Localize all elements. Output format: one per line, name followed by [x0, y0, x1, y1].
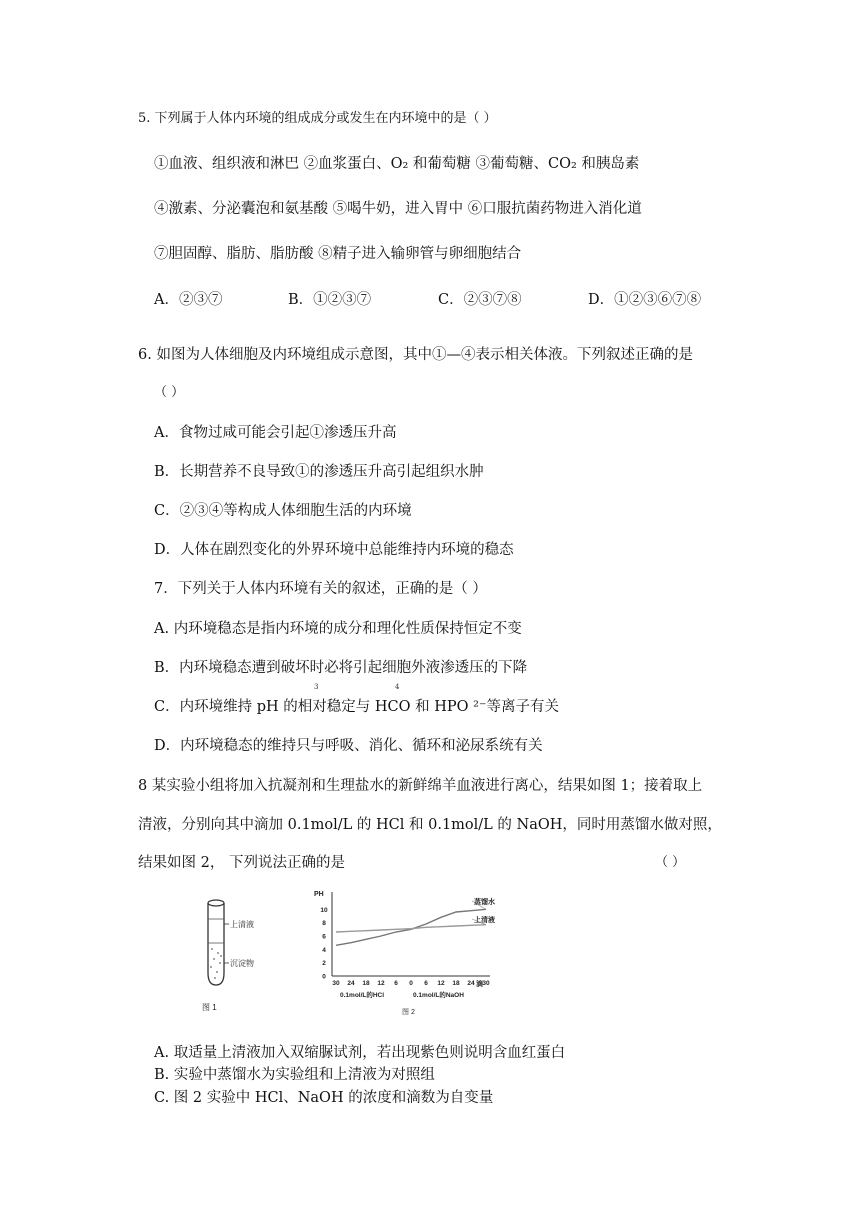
q7-option-c: C．内环境维持 pH 的相对稳定与 HCO 和 HPO ²⁻等离子有关 — [154, 699, 560, 715]
q6-option-b: B．长期营养不良导致①的渗透压升高引起组织水肿 — [154, 464, 484, 480]
q6-paren: （ ） — [154, 385, 185, 400]
q8-option-b: B. 实验中蒸馏水为实验组和上清液为对照组 — [154, 1067, 435, 1083]
q7-option-b: B．内环境稳态遭到破坏时必将引起细胞外液渗透压的下降 — [154, 660, 528, 676]
q8-option-c: C. 图 2 实验中 HCl、NaOH 的浓度和滴数为自变量 — [154, 1090, 494, 1106]
fig1-caption: 图 1 — [202, 1003, 217, 1012]
q8-paren: （ ） — [655, 855, 686, 870]
chart-x-tick-label: 30 — [482, 980, 490, 987]
series-line-supernatant — [336, 925, 486, 932]
chart-y-axis-title: PH — [314, 891, 324, 898]
q5-row1: ①血液、组织液和淋巴 ②血浆蛋白、O₂ 和葡萄糖 ③葡萄糖、CO₂ 和胰岛素 — [154, 156, 640, 172]
q7-option-a: A. 内环境稳态是指内环境的成分和理化性质保持恒定不变 — [154, 621, 522, 637]
chart-x-tick-label: 24 — [467, 980, 475, 987]
chart-y-tick-label: 10 — [320, 906, 328, 914]
chart-y-tick-label: 8 — [322, 920, 326, 928]
q6-option-c: C．②③④等构成人体细胞生活的内环境 — [154, 503, 412, 519]
chart-x-tick-label: 6 — [424, 980, 428, 987]
q6-stem: 6. 如图为人体细胞及内环境组成示意图，其中①—④表示相关体液。下列叙述正确的是 — [138, 347, 693, 363]
legend-supernatant: 上清液 — [474, 917, 495, 924]
q8-stem-line2: 清液，分别向其中滴加 0.1mol/L 的 HCl 和 0.1mol/L 的 NaOH，同时用蒸馏水做对照， — [138, 817, 722, 833]
chart-x-label-hcl: 0.1mol/L的HCl — [340, 992, 385, 999]
chart-x-label-naoh: 0.1mol/L的NaOH — [413, 992, 464, 999]
chart-y-tick-label: 0 — [322, 973, 326, 981]
chart-y-tick-label: 2 — [322, 960, 326, 968]
fig1-label-supernatant: 上清液 — [230, 920, 254, 929]
figure-1-test-tube — [196, 893, 276, 1018]
legend-distilled-water: 蒸馏水 — [474, 899, 495, 906]
chart-y-tick-label: 4 — [322, 946, 326, 954]
q8-stem-line1: 8 某实验小组将加入抗凝剂和生理盐水的新鲜绵羊血液进行离心，结果如图 1；接着取上 — [138, 778, 703, 794]
figure-2-ph-chart — [306, 884, 530, 1018]
q5-option-b: B．①②③⑦ — [288, 292, 372, 308]
q8-option-a: A. 取适量上清液加入双缩脲试剂，若出现紫色则说明含血红蛋白 — [154, 1045, 566, 1061]
q7-c-sub-3: 3 — [314, 683, 319, 691]
chart-x-tick-label: 30 — [332, 980, 340, 987]
q5-option-a: A．②③⑦ — [154, 292, 223, 308]
fig2-caption: 图 2 — [402, 1009, 415, 1016]
chart-x-tick-label: 0 — [409, 980, 413, 987]
q5-row2: ④激素、分泌囊泡和氨基酸 ⑤喝牛奶，进入胃中 ⑥口服抗菌药物进入消化道 — [154, 201, 642, 217]
chart-y-tick-label: 6 — [322, 933, 326, 941]
chart-x-tick-label: 18 — [362, 980, 370, 987]
q7-stem: 7．下列关于人体内环境有关的叙述，正确的是（ ） — [154, 581, 487, 597]
q5-option-d: D．①②③⑥⑦⑧ — [588, 292, 702, 308]
chart-x-tick-label: 6 — [394, 980, 398, 987]
q7-c-sub-4: 4 — [395, 683, 400, 691]
fig1-label-sediment: 沉淀物 — [230, 959, 254, 968]
q5-stem: 5. 下列属于人体内环境的组成成分或发生在内环境中的是（ ） — [138, 111, 497, 126]
q7-option-d: D．内环境稳态的维持只与呼吸、消化、循环和泌尿系统有关 — [154, 738, 543, 754]
q5-row3: ⑦胆固醇、脂肪、脂肪酸 ⑧精子进入输卵管与卵细胞结合 — [154, 246, 522, 262]
q8-stem-line3: 结果如图 2， 下列说法正确的是 — [138, 855, 345, 871]
chart-x-unit: 滴 — [476, 981, 483, 988]
q6-option-d: D．人体在剧烈变化的外界环境中总能维持内环境的稳态 — [154, 542, 514, 558]
chart-x-tick-label: 12 — [377, 980, 385, 987]
chart-x-tick-label: 24 — [347, 980, 355, 987]
q5-option-c: C．②③⑦⑧ — [438, 292, 522, 308]
q6-option-a: A．食物过咸可能会引起①渗透压升高 — [154, 425, 397, 441]
chart-x-tick-label: 18 — [452, 980, 460, 987]
chart-x-tick-label: 12 — [437, 980, 445, 987]
series-line-distilled-water — [336, 909, 486, 945]
